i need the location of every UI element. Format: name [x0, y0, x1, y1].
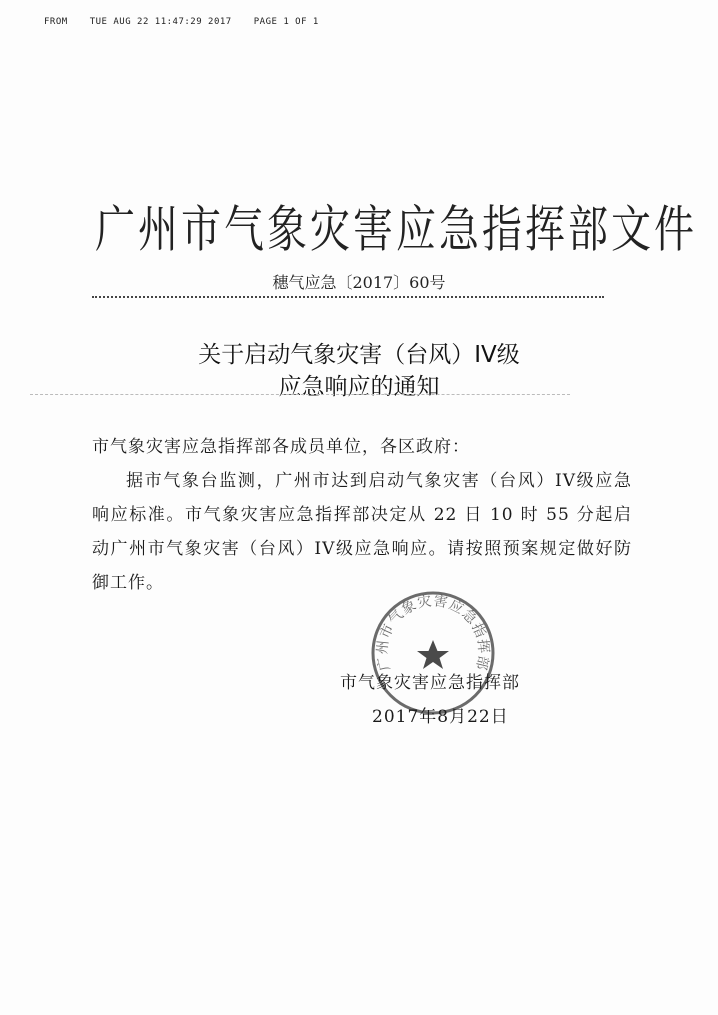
addressee: 市气象灾害应急指挥部各成员单位，各区政府：: [92, 437, 470, 457]
notice-title-line1: 关于启动气象灾害（台风）IV级: [198, 342, 520, 368]
notice-body: [92, 430, 632, 600]
notice-paragraph: 据市气象台监测，广州市达到启动气象灾害（台风）IV级应急响应标准。市气象灾害应急指挥部决定从 22 日 10 时 55 分起启动广州市气象灾害（台风）IV级应急响应。请按照预案规定做好防御工作。: [92, 471, 632, 593]
fax-timestamp: TUE AUG 22 11:47:29 2017: [89, 17, 232, 27]
document-number: 穗气应急〔2017〕60号: [272, 273, 446, 292]
fax-from-label: FROM: [44, 17, 68, 27]
scan-artifact-line: [30, 394, 570, 395]
seal-star-icon: [417, 640, 449, 669]
issue-date: 2017年8月22日: [372, 707, 509, 727]
document-title: 广州市气象灾害应急指挥部文件: [95, 201, 697, 259]
notice-title-line2: 应急响应的通知: [278, 374, 440, 400]
header-divider: [92, 296, 604, 298]
official-seal: [368, 588, 498, 718]
signer: 市气象灾害应急指挥部: [340, 673, 520, 693]
seal-text: 广州市气象灾害应急指挥部: [374, 593, 492, 673]
fax-page-info: PAGE 1 OF 1: [253, 17, 319, 27]
fax-header: [44, 17, 341, 27]
